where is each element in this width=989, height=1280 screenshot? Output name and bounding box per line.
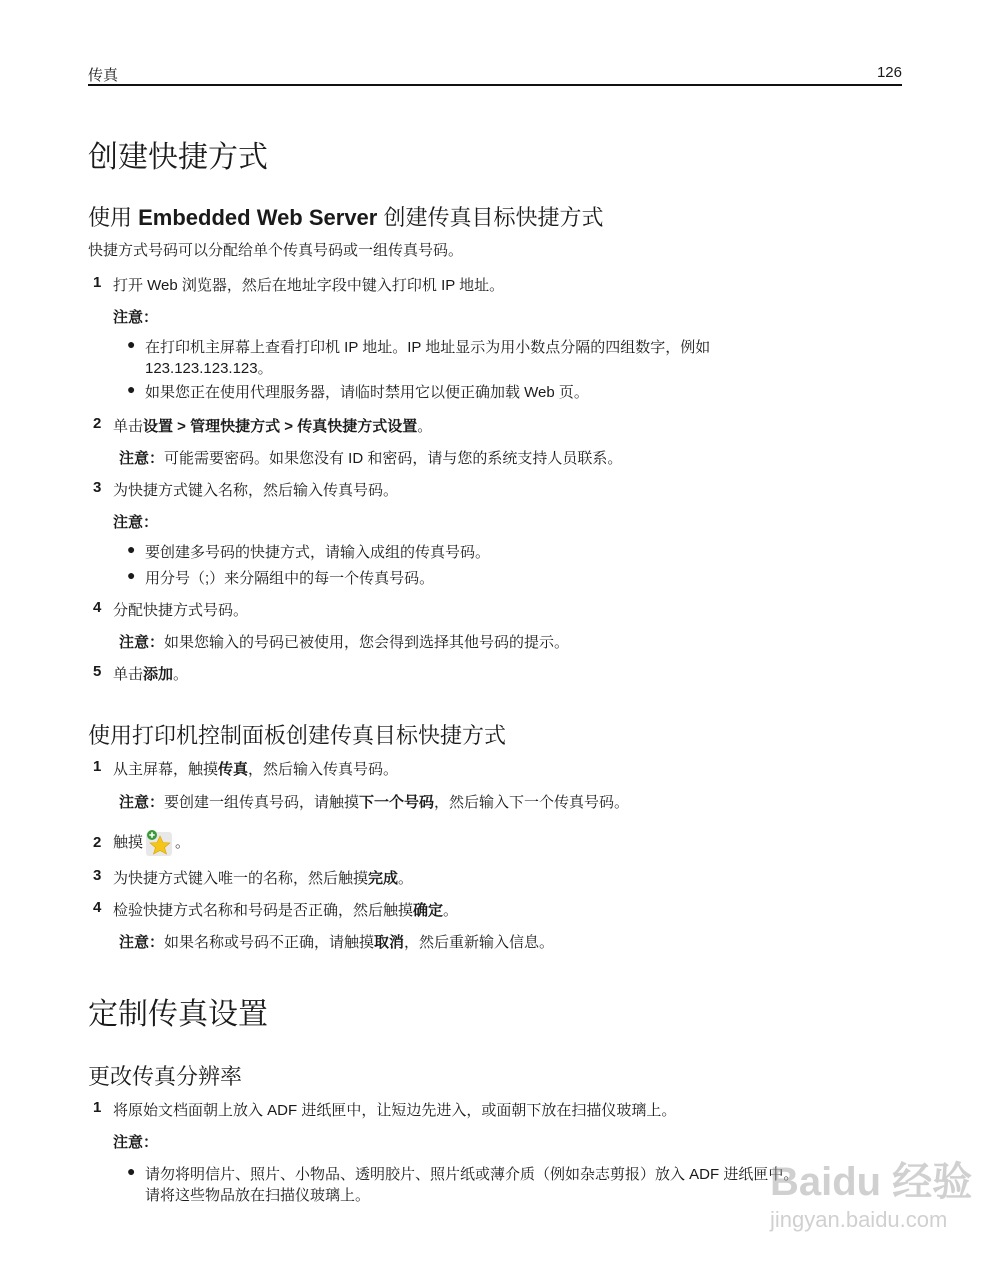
- step-text: 为快捷方式键入唯一的名称，然后触摸完成。: [113, 870, 414, 887]
- note-label: 注意：: [113, 1134, 159, 1151]
- step-number: 3: [93, 867, 102, 884]
- heading-ews-shortcut: 使用 Embedded Web Server 创建传真目标快捷方式: [88, 205, 604, 230]
- step-number: 1: [93, 1099, 102, 1116]
- note-label: 注意：: [113, 309, 159, 326]
- note-label: 注意：: [113, 514, 159, 531]
- step-number: 2: [93, 834, 102, 851]
- running-header-section: 传真: [88, 67, 119, 84]
- heading-panel-shortcut: 使用打印机控制面板创建传真目标快捷方式: [88, 723, 507, 748]
- step-text: 单击设置 > 管理快捷方式 > 传真快捷方式设置。: [113, 418, 433, 435]
- bullet-icon: ●: [127, 336, 136, 352]
- header-rule: [88, 84, 902, 86]
- step-number: 3: [93, 479, 102, 496]
- bullet-text: 在打印机主屏幕上查看打印机 IP 地址。IP 地址显示为用小数点分隔的四组数字，例如: [145, 339, 711, 356]
- step-text: 检验快捷方式名称和号码是否正确，然后触摸确定。: [113, 902, 459, 919]
- step-text: 单击添加。: [113, 666, 189, 683]
- step-number: 4: [93, 599, 102, 616]
- intro-text: 快捷方式号码可以分配给单个传真号码或一组传真号码。: [88, 242, 464, 259]
- step-number: 2: [93, 415, 102, 432]
- heading-create-shortcuts: 创建快捷方式: [88, 141, 268, 174]
- bullet-text: 请勿将明信片、照片、小物品、透明胶片、照片纸或薄介质（例如杂志剪报）放入 ADF 进纸匣中。: [145, 1166, 799, 1183]
- bullet-icon: ●: [127, 541, 136, 557]
- step-number: 1: [93, 274, 102, 291]
- bullet-icon: ●: [127, 567, 136, 583]
- note: 注意：如果您输入的号码已被使用，您会得到选择其他号码的提示。: [119, 634, 570, 651]
- bullet-text: 要创建多号码的快捷方式，请输入成组的传真号码。: [145, 544, 491, 561]
- bullet-text-cont: 请将这些物品放在扫描仪玻璃上。: [145, 1187, 371, 1204]
- bullet-text: 如果您正在使用代理服务器，请临时禁用它以便正确加载 Web 页。: [145, 384, 589, 401]
- step-text: 从主屏幕，触摸传真，然后输入传真号码。: [113, 761, 399, 778]
- baidu-watermark: [770, 1150, 972, 1233]
- heading-customize-fax: 定制传真设置: [88, 998, 268, 1031]
- watermark-logo: Baidu 经验: [770, 1160, 973, 1204]
- page-number: 126: [876, 64, 902, 81]
- step-number: 5: [93, 663, 102, 680]
- note: 注意：要创建一组传真号码，请触摸下一个号码，然后输入下一个传真号码。: [119, 794, 630, 811]
- bullet-icon: ●: [127, 1163, 136, 1179]
- step-text: 为快捷方式键入名称，然后输入传真号码。: [113, 482, 399, 499]
- step-number: 4: [93, 899, 102, 916]
- note: 注意：如果名称或号码不正确，请触摸取消，然后重新输入信息。: [119, 934, 555, 951]
- note: 注意：可能需要密码。如果您没有 ID 和密码，请与您的系统支持人员联系。: [119, 450, 623, 467]
- step-text: 触摸 。: [113, 826, 190, 860]
- step-number: 1: [93, 758, 102, 775]
- add-shortcut-star-icon: [145, 829, 173, 857]
- step-text: 分配快捷方式号码。: [113, 602, 249, 619]
- bullet-text: 用分号（;）来分隔组中的每一个传真号码。: [145, 570, 435, 587]
- step-text: 打开 Web 浏览器，然后在地址字段中键入打印机 IP 地址。: [113, 277, 505, 294]
- step-text: 将原始文档面朝上放入 ADF 进纸匣中，让短边先进入，或面朝下放在扫描仪玻璃上。: [113, 1102, 677, 1119]
- bullet-icon: ●: [127, 381, 136, 397]
- heading-fax-resolution: 更改传真分辨率: [88, 1064, 243, 1089]
- bullet-text-cont: 123.123.123.123。: [145, 360, 273, 377]
- watermark-url: jingyan.baidu.com: [770, 1207, 948, 1232]
